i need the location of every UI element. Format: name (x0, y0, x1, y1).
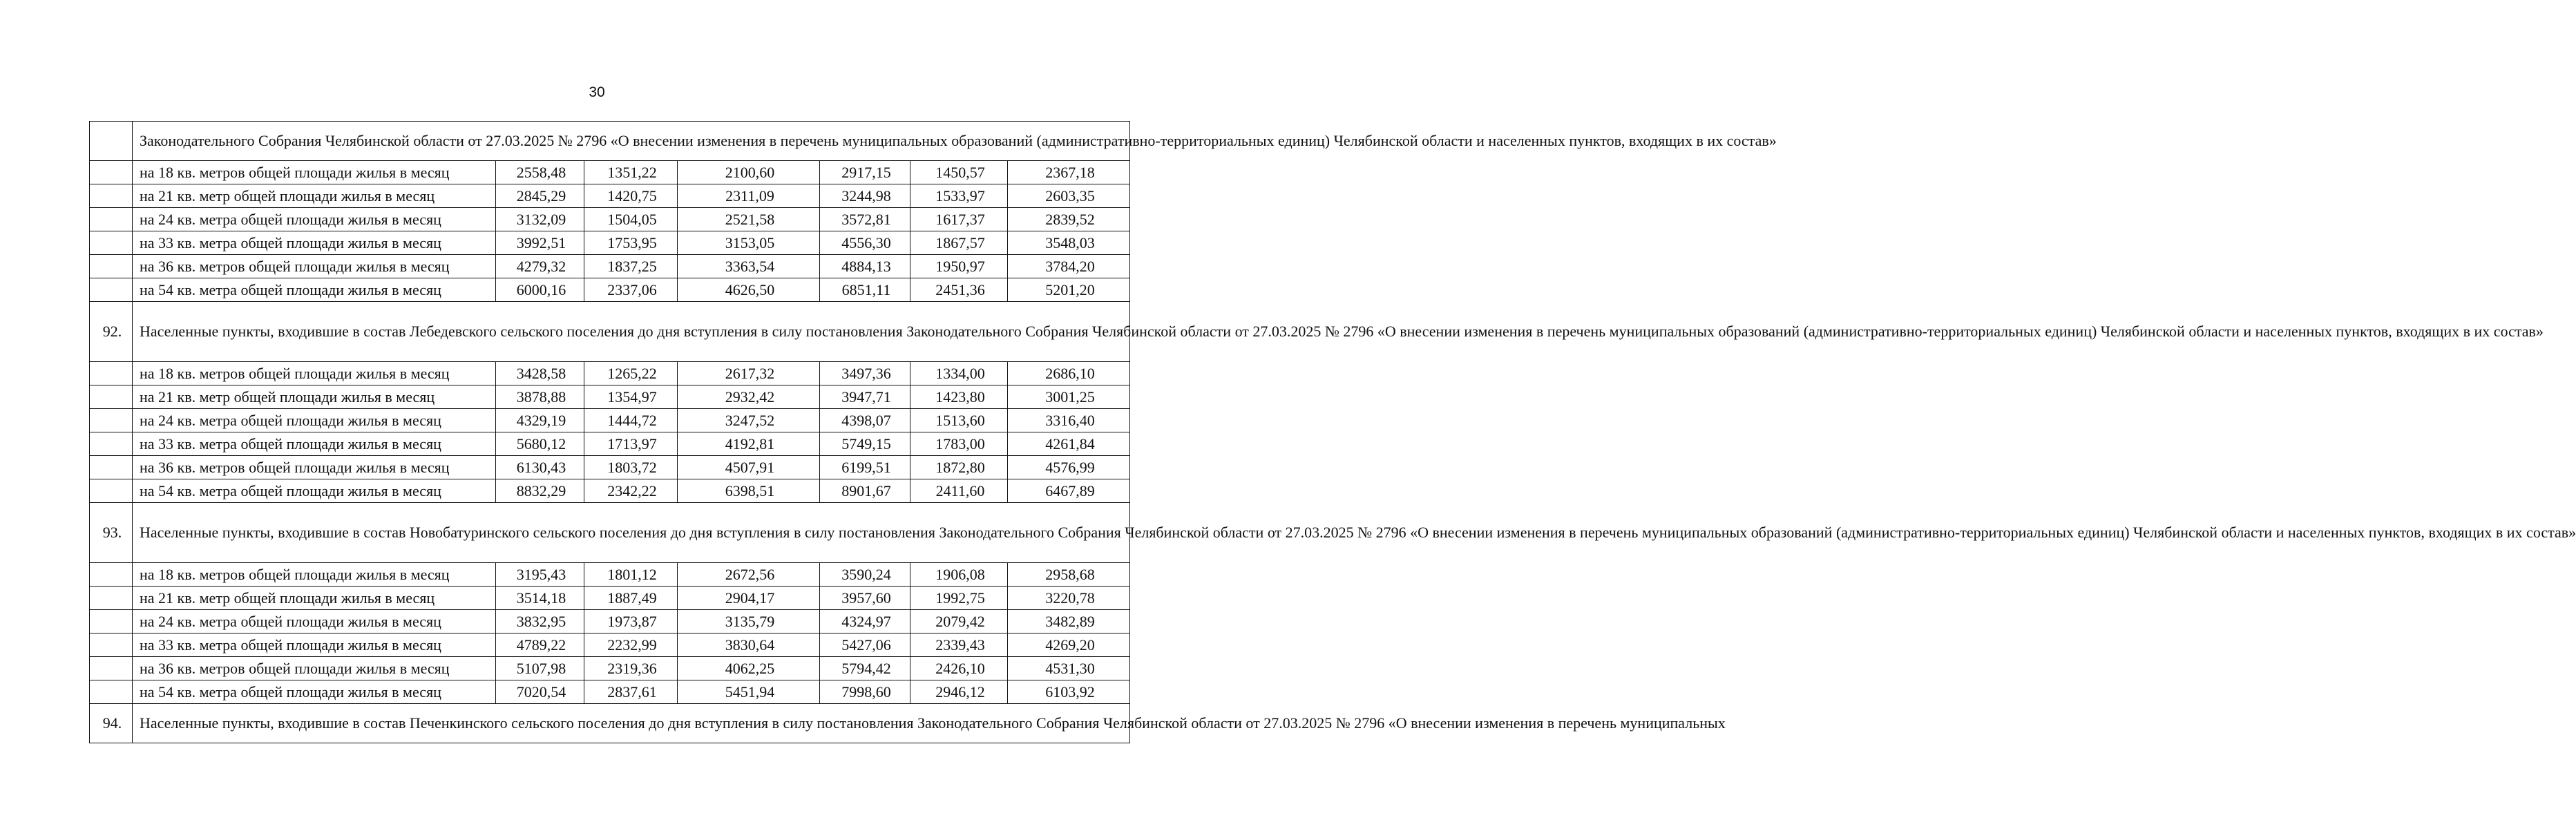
table-row (90, 432, 1130, 456)
value-cell: 4884,13 (820, 255, 910, 278)
value-cell: 3132,09 (496, 208, 584, 231)
value-cell: 3001,25 (1008, 385, 1130, 409)
value-cell: 3135,79 (678, 610, 820, 633)
table-row (90, 479, 1130, 503)
row-label: на 18 кв. метров общей площади жилья в месяц (133, 563, 496, 587)
table-row (90, 278, 1130, 302)
value-cell: 1973,87 (584, 610, 678, 633)
page-number: 30 (589, 84, 605, 100)
value-cell: 3220,78 (1008, 587, 1130, 610)
value-cell: 5749,15 (820, 432, 910, 456)
row-label: на 18 кв. метров общей площади жилья в месяц (133, 161, 496, 184)
value-cell: 4507,91 (678, 456, 820, 479)
value-cell: 2100,60 (678, 161, 820, 184)
empty-number-cell (90, 456, 133, 479)
value-cell: 5201,20 (1008, 278, 1130, 302)
value-cell: 1801,12 (584, 563, 678, 587)
value-cell: 6103,92 (1008, 680, 1130, 704)
section-number: 94. (90, 704, 133, 743)
value-cell: 2603,35 (1008, 184, 1130, 208)
value-cell: 1837,25 (584, 255, 678, 278)
section-heading: Населенные пункты, входившие в состав Печенкинского сельского поселения до дня вступления в силу постановления Законодательного Собрания Челябинской области от 27.03.2025 № 2796 «О внесении изменения в перечень муниципальных (133, 704, 1130, 743)
value-cell: 1444,72 (584, 409, 678, 432)
value-cell: 3992,51 (496, 231, 584, 255)
value-cell: 2521,58 (678, 208, 820, 231)
empty-number-cell (90, 409, 133, 432)
value-cell: 3316,40 (1008, 409, 1130, 432)
value-cell: 1513,60 (910, 409, 1008, 432)
row-label: на 21 кв. метр общей площади жилья в месяц (133, 385, 496, 409)
value-cell: 2232,99 (584, 633, 678, 657)
value-cell: 5107,98 (496, 657, 584, 680)
value-cell: 2426,10 (910, 657, 1008, 680)
empty-number-cell (90, 657, 133, 680)
table-row (90, 231, 1130, 255)
row-label: на 24 кв. метра общей площади жилья в месяц (133, 610, 496, 633)
empty-number-cell (90, 231, 133, 255)
section-header-row (90, 302, 1130, 362)
value-cell: 5427,06 (820, 633, 910, 657)
value-cell: 2686,10 (1008, 362, 1130, 385)
value-cell: 3878,88 (496, 385, 584, 409)
table-row (90, 563, 1130, 587)
value-cell: 4324,97 (820, 610, 910, 633)
empty-number-cell (90, 184, 133, 208)
value-cell: 2617,32 (678, 362, 820, 385)
value-cell: 2917,15 (820, 161, 910, 184)
value-cell: 3590,24 (820, 563, 910, 587)
value-cell: 2932,42 (678, 385, 820, 409)
value-cell: 4576,99 (1008, 456, 1130, 479)
value-cell: 2839,52 (1008, 208, 1130, 231)
value-cell: 6851,11 (820, 278, 910, 302)
empty-number-cell (90, 633, 133, 657)
value-cell: 6467,89 (1008, 479, 1130, 503)
table-row (90, 456, 1130, 479)
value-cell: 3947,71 (820, 385, 910, 409)
table-row (90, 255, 1130, 278)
table-row (90, 208, 1130, 231)
value-cell: 5794,42 (820, 657, 910, 680)
value-cell: 4279,32 (496, 255, 584, 278)
value-cell: 2837,61 (584, 680, 678, 704)
value-cell: 6398,51 (678, 479, 820, 503)
row-label: на 33 кв. метра общей площади жилья в месяц (133, 231, 496, 255)
row-label: на 24 кв. метра общей площади жилья в месяц (133, 208, 496, 231)
value-cell: 8901,67 (820, 479, 910, 503)
empty-number-cell (90, 610, 133, 633)
value-cell: 2079,42 (910, 610, 1008, 633)
value-cell: 2558,48 (496, 161, 584, 184)
row-label: на 36 кв. метров общей площади жилья в месяц (133, 456, 496, 479)
empty-number-cell (90, 208, 133, 231)
section-header-row (90, 122, 1130, 161)
table-row (90, 362, 1130, 385)
value-cell: 1504,05 (584, 208, 678, 231)
table-row (90, 409, 1130, 432)
empty-number-cell (90, 255, 133, 278)
value-cell: 1450,57 (910, 161, 1008, 184)
section-heading: Законодательного Собрания Челябинской области от 27.03.2025 № 2796 «О внесении изменения в перечень муниципальных образований (административно-территориальных единиц) Челябинской области и населенных пунктов, входящих в их состав» (133, 122, 1130, 161)
empty-number-cell (90, 385, 133, 409)
value-cell: 1423,80 (910, 385, 1008, 409)
section-heading: Населенные пункты, входившие в состав Новобатуринского сельского поселения до дня вступления в силу постановления Законодательного Собрания Челябинской области от 27.03.2025 № 2796 «О внесении изменения в перечень муниципальных образований (административно-территориальных единиц) Челябинской области и населенных пунктов, входящих в их состав» (133, 503, 1130, 563)
value-cell: 1867,57 (910, 231, 1008, 255)
value-cell: 3514,18 (496, 587, 584, 610)
section-number (90, 122, 133, 161)
value-cell: 3244,98 (820, 184, 910, 208)
table-row (90, 657, 1130, 680)
value-cell: 1713,97 (584, 432, 678, 456)
table-row (90, 385, 1130, 409)
value-cell: 1420,75 (584, 184, 678, 208)
tariff-table (89, 121, 2576, 743)
value-cell: 2319,36 (584, 657, 678, 680)
row-label: на 54 кв. метра общей площади жилья в месяц (133, 278, 496, 302)
section-header-row (90, 704, 1130, 743)
value-cell: 3153,05 (678, 231, 820, 255)
value-cell: 3548,03 (1008, 231, 1130, 255)
row-label: на 24 кв. метра общей площади жилья в месяц (133, 409, 496, 432)
value-cell: 2946,12 (910, 680, 1008, 704)
value-cell: 2411,60 (910, 479, 1008, 503)
value-cell: 1887,49 (584, 587, 678, 610)
table-row (90, 680, 1130, 704)
section-number: 93. (90, 503, 133, 563)
row-label: на 36 кв. метров общей площади жилья в месяц (133, 657, 496, 680)
row-label: на 36 кв. метров общей площади жилья в месяц (133, 255, 496, 278)
value-cell: 4329,19 (496, 409, 584, 432)
row-label: на 54 кв. метра общей площади жилья в месяц (133, 479, 496, 503)
value-cell: 5451,94 (678, 680, 820, 704)
value-cell: 4398,07 (820, 409, 910, 432)
value-cell: 5680,12 (496, 432, 584, 456)
value-cell: 2311,09 (678, 184, 820, 208)
section-heading: Населенные пункты, входившие в состав Лебедевского сельского поселения до дня вступления в силу постановления Законодательного Собрания Челябинской области от 27.03.2025 № 2796 «О внесении изменения в перечень муниципальных образований (административно-территориальных единиц) Челябинской области и населенных пунктов, входящих в их состав» (133, 302, 1130, 362)
value-cell: 2342,22 (584, 479, 678, 503)
value-cell: 1753,95 (584, 231, 678, 255)
value-cell: 1992,75 (910, 587, 1008, 610)
value-cell: 6199,51 (820, 456, 910, 479)
value-cell: 1783,00 (910, 432, 1008, 456)
value-cell: 2958,68 (1008, 563, 1130, 587)
value-cell: 3832,95 (496, 610, 584, 633)
value-cell: 3363,54 (678, 255, 820, 278)
empty-number-cell (90, 587, 133, 610)
section-number: 92. (90, 302, 133, 362)
empty-number-cell (90, 362, 133, 385)
value-cell: 3497,36 (820, 362, 910, 385)
value-cell: 2451,36 (910, 278, 1008, 302)
table-row (90, 610, 1130, 633)
value-cell: 4062,25 (678, 657, 820, 680)
value-cell: 8832,29 (496, 479, 584, 503)
value-cell: 2904,17 (678, 587, 820, 610)
row-label: на 21 кв. метр общей площади жилья в месяц (133, 587, 496, 610)
value-cell: 2337,06 (584, 278, 678, 302)
value-cell: 2672,56 (678, 563, 820, 587)
value-cell: 7020,54 (496, 680, 584, 704)
value-cell: 3957,60 (820, 587, 910, 610)
row-label: на 33 кв. метра общей площади жилья в месяц (133, 633, 496, 657)
empty-number-cell (90, 680, 133, 704)
tariff-table-body (90, 122, 2576, 743)
value-cell: 3195,43 (496, 563, 584, 587)
value-cell: 2367,18 (1008, 161, 1130, 184)
row-label: на 21 кв. метр общей площади жилья в месяц (133, 184, 496, 208)
empty-number-cell (90, 563, 133, 587)
empty-number-cell (90, 432, 133, 456)
table-row (90, 184, 1130, 208)
value-cell: 6130,43 (496, 456, 584, 479)
value-cell: 4269,20 (1008, 633, 1130, 657)
value-cell: 2339,43 (910, 633, 1008, 657)
value-cell: 3830,64 (678, 633, 820, 657)
row-label: на 18 кв. метров общей площади жилья в месяц (133, 362, 496, 385)
value-cell: 1351,22 (584, 161, 678, 184)
value-cell: 4556,30 (820, 231, 910, 255)
value-cell: 3784,20 (1008, 255, 1130, 278)
value-cell: 4789,22 (496, 633, 584, 657)
table-row (90, 633, 1130, 657)
value-cell: 1354,97 (584, 385, 678, 409)
value-cell: 4192,81 (678, 432, 820, 456)
section-header-row (90, 503, 1130, 563)
value-cell: 6000,16 (496, 278, 584, 302)
table-row (90, 587, 1130, 610)
table-row (90, 161, 1130, 184)
value-cell: 7998,60 (820, 680, 910, 704)
empty-number-cell (90, 161, 133, 184)
value-cell: 2845,29 (496, 184, 584, 208)
empty-number-cell (90, 278, 133, 302)
value-cell: 1617,37 (910, 208, 1008, 231)
value-cell: 4531,30 (1008, 657, 1130, 680)
value-cell: 3482,89 (1008, 610, 1130, 633)
value-cell: 4261,84 (1008, 432, 1130, 456)
value-cell: 3572,81 (820, 208, 910, 231)
value-cell: 3247,52 (678, 409, 820, 432)
value-cell: 1872,80 (910, 456, 1008, 479)
row-label: на 54 кв. метра общей площади жилья в месяц (133, 680, 496, 704)
value-cell: 1906,08 (910, 563, 1008, 587)
empty-number-cell (90, 479, 133, 503)
value-cell: 4626,50 (678, 278, 820, 302)
value-cell: 1533,97 (910, 184, 1008, 208)
row-label: на 33 кв. метра общей площади жилья в месяц (133, 432, 496, 456)
value-cell: 1334,00 (910, 362, 1008, 385)
value-cell: 1265,22 (584, 362, 678, 385)
value-cell: 1950,97 (910, 255, 1008, 278)
value-cell: 1803,72 (584, 456, 678, 479)
value-cell: 3428,58 (496, 362, 584, 385)
